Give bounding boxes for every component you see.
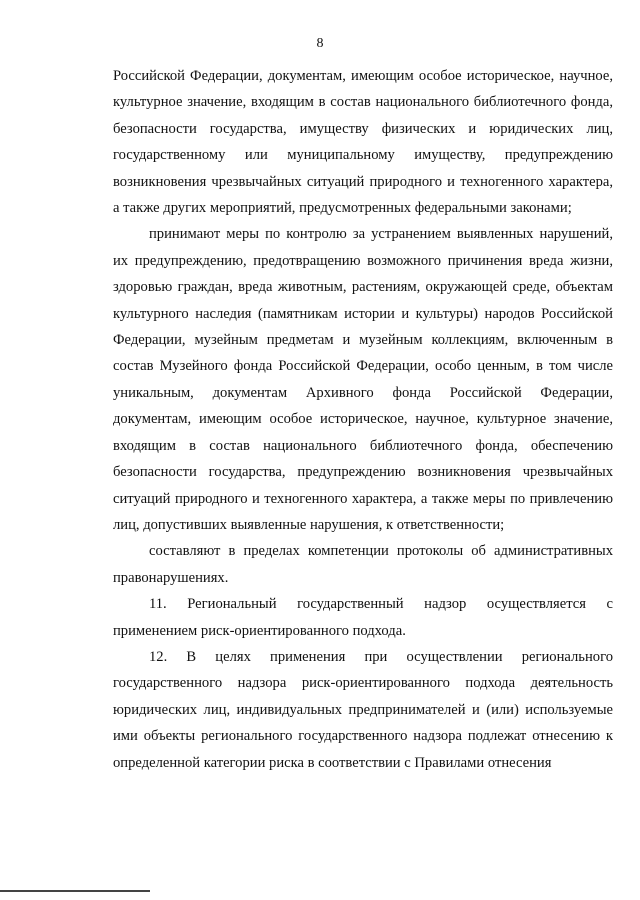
page-number: 8 <box>316 36 324 51</box>
document-body <box>113 63 613 776</box>
paragraph-protocols: составляют в пределах компетенции протоколы об административных правонарушениях. <box>113 543 613 586</box>
paragraph-continuation: Российской Федерации, документам, имеющим особое историческое, научное, культурное значение, входящим в состав национального библиотечного фонда, безопасности государства, имуществу физических и юридических лиц, государственному или муниципальному имуществу, предупреждению возникновения чрезвычайных ситуаций природного и техногенного характера, а также других мероприятий, предусмотренных федеральными законами; <box>113 68 613 217</box>
paragraph-item-12: 12. В целях применения при осуществлении регионального государственного надзора риск-ориентированного подхода деятельность юридических лиц, индивидуальных предпринимателей и (или) используемые ими объекты регионального государственного надзора подлежат отнесению к определенной категории риска в соответствии с Правилами отнесения <box>113 648 613 771</box>
paragraph-item-11: 11. Региональный государственный надзор осуществляется с применением риск-ориентированного подхода. <box>113 596 613 639</box>
scan-edge-line <box>0 890 150 892</box>
paragraph-measures: принимают меры по контролю за устранением выявленных нарушений, их предупреждению, предотвращению возможного причинения вреда жизни, здоровью граждан, вреда животным, растениям, окружающей среде, объектам культурного наследия (памятникам истории и культуры) народов Российской Федерации, музейным предметам и музейным коллекциям, включенным в состав Музейного фонда Российской Федерации, особо ценным, в том числе уникальным, документам Архивного фонда Российской Федерации, документам, имеющим особое историческое, научное, культурное значение, входящим в состав национального библиотечного фонда, обеспечению безопасности государства, предупреждению возникновения чрезвычайных ситуаций природного и техногенного характера, а также меры по привлечению лиц, допустивших выявленные нарушения, к ответственности; <box>113 226 613 533</box>
